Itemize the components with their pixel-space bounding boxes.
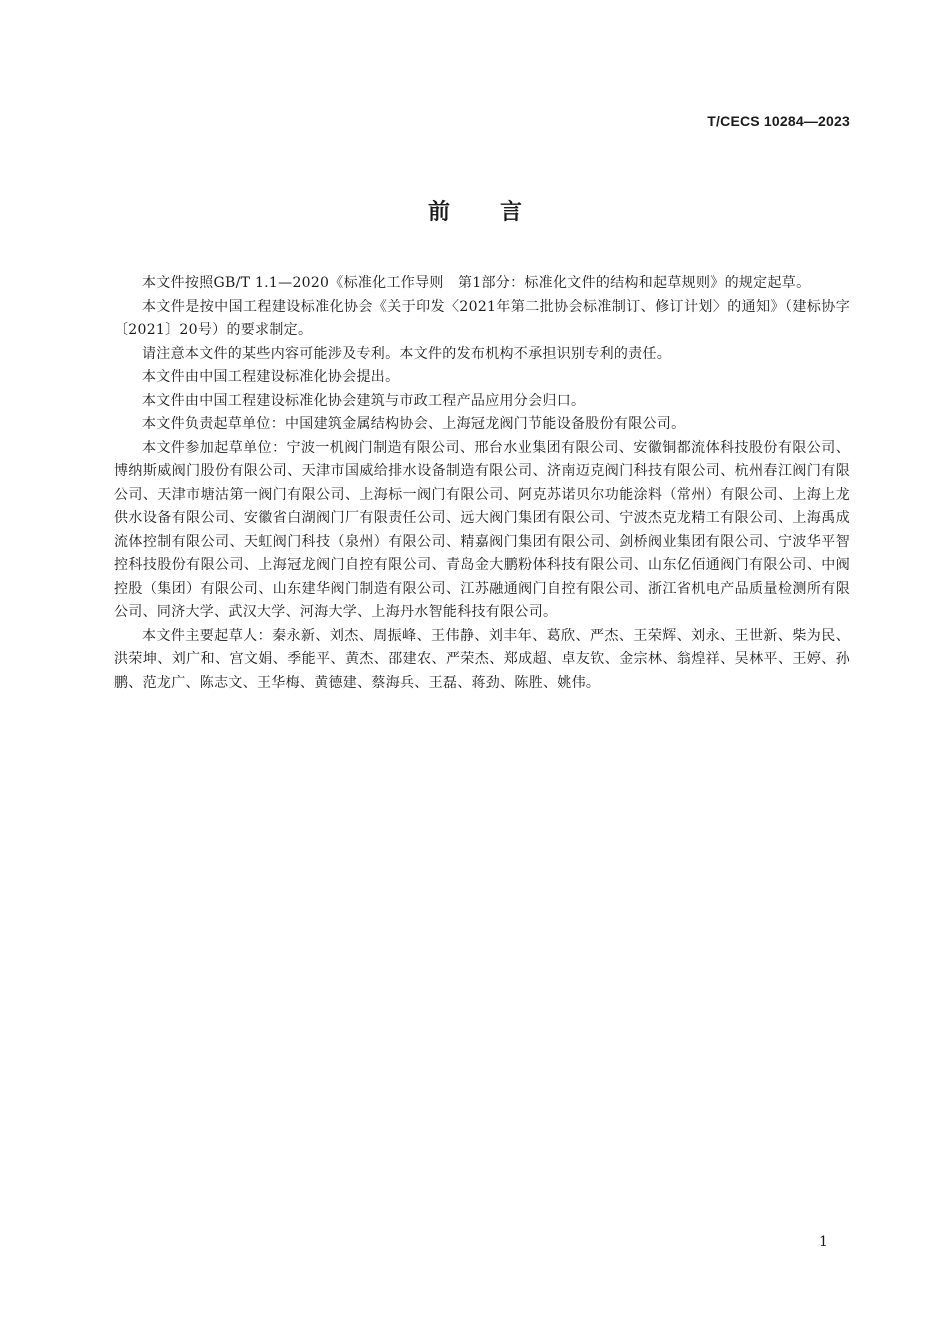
paragraph-administrator: 本文件由中国工程建设标准化协会建筑与市政工程产品应用分会归口。 — [142, 392, 586, 409]
paragraph-proposer: 本文件由中国工程建设标准化协会提出。 — [142, 369, 400, 385]
paragraph-lead-drafters: 本文件负责起草单位：中国建筑金属结构协会、上海冠龙阀门节能设备股份有限公司。 — [142, 416, 686, 432]
document-code: T/CECS 10284—2023 — [707, 113, 850, 129]
paragraph-main-drafters: 本文件主要起草人：秦永新、刘杰、周振峰、王伟静、刘丰年、葛欣、严杰、王荣辉、刘永、王世新、柴为民、洪荣坤、刘广和、宫文娟、季能平、黄杰、邵建农、严荣杰、郑成超、卓友钦、金宗林、翁煌祥、吴林平、王婷、孙鹏、范龙广、陈志文、王华梅、黄德建、蔡海兵、王磊、蒋劲、陈胜、姚伟。 — [114, 627, 850, 691]
paragraph-patent-notice: 请注意本文件的某些内容可能涉及专利。本文件的发布机构不承担识别专利的责任。 — [142, 345, 672, 362]
paragraph-drafting-rules: 本文件按照GB/T 1.1—2020《标准化工作导则 第1部分：标准化文件的结构和起草规则》的规定起草。 — [142, 275, 811, 291]
foreword-body — [114, 272, 850, 695]
page-number: 1 — [819, 1234, 828, 1250]
paragraph-plan-basis: 本文件是按中国工程建设标准化协会《关于印发〈2021年第二批协会标准制订、修订计划〉的通知》（建标协字〔2021〕20号）的要求制定。 — [114, 298, 850, 338]
page-title: 前言 — [427, 200, 572, 225]
paragraph-participating-drafters: 本文件参加起草单位：宁波一机阀门制造有限公司、邢台水业集团有限公司、安徽铜都流体科技股份有限公司、博纳斯威阀门股份有限公司、天津市国威给排水设备制造有限公司、济南迈克阀门科技有限公司、杭州春江阀门有限公司、天津市塘沽第一阀门有限公司、上海标一阀门有限公司、阿克苏诺贝尔功能涂料（常州）有限公司、上海上龙供水设备有限公司、安徽省白湖阀门厂有限责任公司、远大阀门集团有限公司、宁波杰克龙精工有限公司、上海禹成流体控制有限公司、天虹阀门科技（泉州）有限公司、精嘉阀门集团有限公司、剑桥阀业集团有限公司、宁波华平智控科技股份有限公司、上海冠龙阀门自控有限公司、青岛金大鹏粉体科技有限公司、山东亿佰通阀门有限公司、中阀控股（集团）有限公司、山东建华阀门制造有限公司、江苏融通阀门自控有限公司、浙江省机电产品质量检测所有限公司、同济大学、武汉大学、河海大学、上海丹水智能科技有限公司。 — [114, 439, 850, 620]
